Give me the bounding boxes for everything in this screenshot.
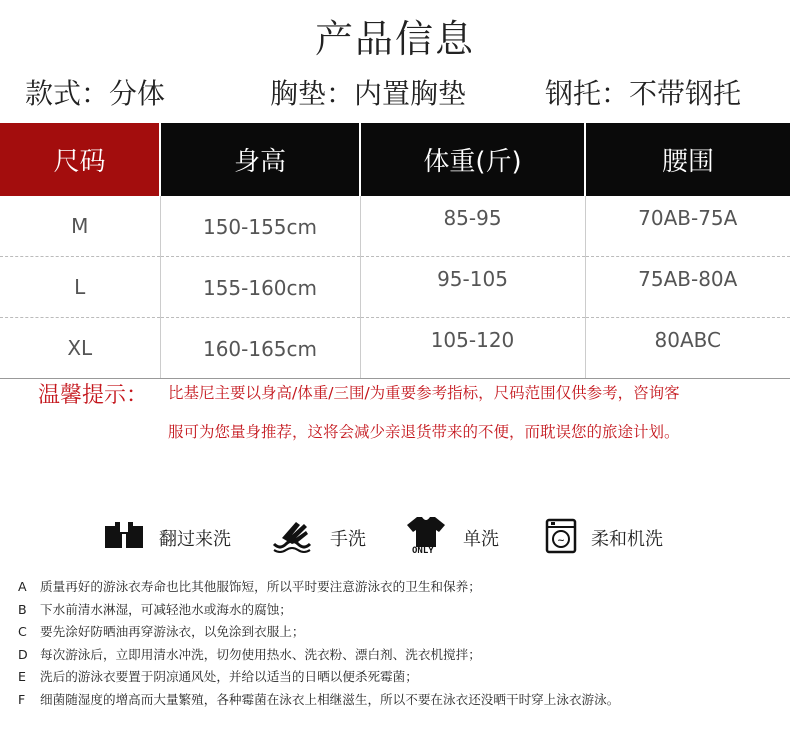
cell-waist: 70AB-75A	[585, 196, 790, 257]
cell-height: 160-165cm	[160, 318, 360, 379]
care-label: 手洗	[330, 529, 366, 550]
list-item	[18, 599, 788, 622]
wash-separately-icon	[403, 515, 449, 561]
gentle-machine-wash-icon	[545, 518, 577, 558]
spec-underwire: 钢托：不带钢托	[545, 77, 742, 110]
cell-weight: 95-105	[360, 257, 585, 318]
cell-weight: 105-120	[360, 318, 585, 379]
cell-height: 150-155cm	[160, 196, 360, 257]
list-item	[18, 644, 788, 667]
svg-text:~: ~	[557, 536, 565, 546]
hand-wash-icon	[270, 518, 316, 558]
header-weight: 体重(斤)	[360, 123, 585, 196]
list-item	[18, 576, 788, 599]
list-item	[18, 621, 788, 644]
cell-waist: 80ABC	[585, 318, 790, 379]
tip-line-1: 比基尼主要以身高/体重/三围/为重要参考指标，尺码范围仅供参考，咨询客	[168, 384, 680, 402]
tip-line-2: 服可为您量身推荐，这将会减少亲退货带来的不便，而耽误您的旅途计划。	[168, 423, 680, 441]
tip-text	[168, 374, 778, 452]
note-letter: E	[18, 669, 26, 684]
size-table	[0, 123, 790, 379]
table-row	[0, 196, 790, 257]
note-text: 下水前清水淋湿，可减轻池水或海水的腐蚀；	[40, 601, 292, 617]
care-item-gentle-machine	[545, 515, 663, 561]
care-label: 翻过来洗	[159, 529, 231, 550]
care-item-wash-separately	[403, 515, 499, 561]
table-row	[0, 257, 790, 318]
tip-label: 温馨提示：	[38, 383, 149, 408]
page-title: 产品信息	[314, 17, 475, 61]
cell-size: XL	[0, 318, 160, 379]
note-letter: F	[18, 691, 26, 707]
list-item	[18, 689, 788, 712]
size-table-header	[0, 123, 790, 196]
note-text: 要先涂好防晒油再穿游泳衣，以免涂到衣服上；	[40, 624, 305, 639]
note-letter: B	[18, 601, 27, 617]
care-label: 柔和机洗	[591, 529, 663, 550]
note-letter: D	[18, 646, 28, 662]
spec-style: 款式：分体	[25, 77, 166, 110]
note-text: 细菌随湿度的增高而大量繁殖，各种霉菌在泳衣上相继滋生，所以不要在泳衣还没晒干时穿上泳衣游泳。	[40, 691, 620, 707]
header-height: 身高	[160, 123, 360, 196]
header-size: 尺码	[0, 123, 160, 196]
cell-size: L	[0, 257, 160, 318]
list-item	[18, 666, 788, 689]
inside-out-wash-icon	[103, 520, 145, 556]
cell-size: M	[0, 196, 160, 257]
table-row	[0, 318, 790, 379]
only-label: ONLY	[412, 546, 434, 556]
cell-waist: 75AB-80A	[585, 257, 790, 318]
header-waist: 腰围	[585, 123, 790, 196]
care-notes	[18, 576, 788, 711]
spec-row	[0, 72, 790, 112]
care-item-hand-wash	[270, 515, 366, 561]
care-instructions	[0, 515, 790, 565]
spec-padding: 胸垫：内置胸垫	[270, 77, 467, 110]
cell-height: 155-160cm	[160, 257, 360, 318]
note-text: 洗后的游泳衣要置于阴凉通风处，并给以适当的日晒以便杀死霉菌；	[40, 669, 418, 684]
care-label: 单洗	[463, 529, 499, 550]
note-text: 质量再好的游泳衣寿命也比其他服饰短，所以平时要注意游泳衣的卫生和保养；	[40, 579, 481, 594]
note-letter: C	[18, 624, 27, 639]
care-item-inside-out	[103, 515, 231, 561]
note-letter: A	[18, 579, 27, 594]
note-text: 每次游泳后，立即用清水冲洗，切勿使用热水、洗衣粉、漂白剂、洗衣机搅拌；	[40, 646, 481, 662]
cell-weight: 85-95	[360, 196, 585, 257]
